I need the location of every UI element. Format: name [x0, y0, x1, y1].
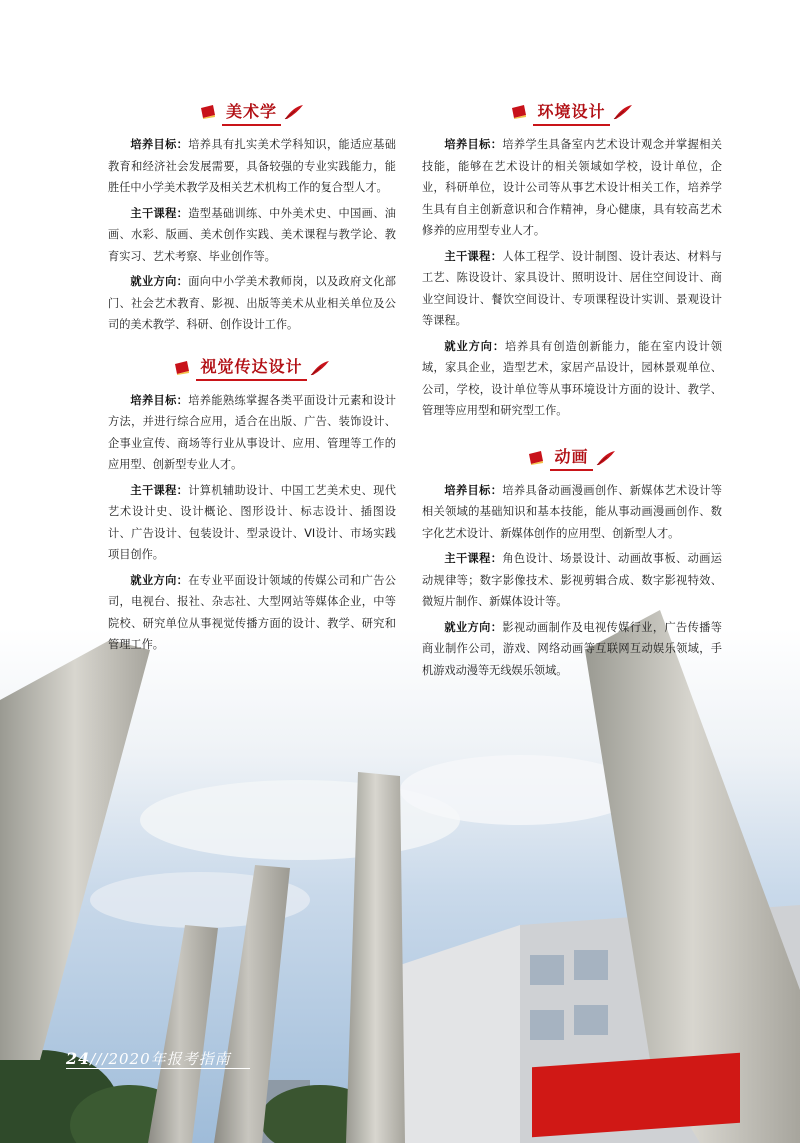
- career-direction: [108, 271, 396, 336]
- training-goal: [108, 134, 396, 199]
- section-heading: [108, 98, 396, 126]
- entry-text: 计算机辅助设计、中国工艺美术史、现代艺术设计史、设计概论、图形设计、标志设计、插图设计、广告设计、包装设计、型录设计、VI设计、市场实践项目创作。: [108, 483, 396, 561]
- entry-text: 在专业平面设计领域的传媒公司和广告公司，电视台、报社、杂志社、大型网站等媒体企业，中等院校、研究单位从事视觉传播方面的设计、教学、研究和管理工作。: [108, 573, 396, 651]
- section-title: 环境设计: [533, 99, 609, 126]
- section-shijue: [108, 354, 396, 656]
- entry-label: 就业方向：: [444, 339, 505, 353]
- career-direction: [108, 570, 396, 656]
- training-goal: [422, 134, 722, 242]
- entry-label: 主干课程：: [130, 483, 189, 497]
- entry-label: 就业方向：: [130, 275, 189, 288]
- entry-label: 主干课程：: [444, 249, 503, 263]
- page-number: 24: [66, 1049, 91, 1068]
- left-column: [108, 98, 396, 674]
- section-title: 美术学: [222, 99, 281, 126]
- book-icon: [173, 361, 191, 375]
- entry-text: 人体工程学、设计制图、设计表达、材料与工艺、陈设设计、家具设计、照明设计、居住空间设计、商业空间设计、餐饮空间设计、专项课程设计实训、景观设计等课程。: [422, 249, 722, 327]
- entry-text: 造型基础训练、中外美术史、中国画、油画、水彩、版画、美术创作实践、美术课程与教学论、教育实习、艺术考察、毕业创作等。: [108, 206, 396, 263]
- entry-text: 培养具有创造创新能力，能在室内设计领域，家具企业，造型艺术，家居产品设计，园林景观单位、公司，学校，设计单位等从事环境设计方面的设计、教学、管理等应用型和研究型工作。: [422, 339, 722, 417]
- section-meishu: [108, 98, 396, 336]
- section-title: 动画: [550, 444, 592, 471]
- book-icon: [199, 105, 217, 119]
- red-banner: [532, 1053, 740, 1138]
- entry-text: 影视动画制作及电视传媒行业，广告传播等商业制作公司，游戏、网络动画等互联网互动娱乐领域，手机游戏动漫等无线娱乐领域。: [422, 620, 722, 677]
- entry-label: 培养目标：: [130, 138, 189, 151]
- main-courses: [422, 246, 722, 332]
- quill-icon: [309, 359, 331, 377]
- entry-label: 就业方向：: [130, 573, 189, 587]
- section-title: 视觉传达设计: [196, 354, 306, 381]
- section-heading: [422, 444, 722, 472]
- section-huanjing: [422, 98, 722, 422]
- book-icon: [510, 105, 528, 119]
- entry-label: 培养目标：: [444, 138, 503, 151]
- quill-icon: [283, 103, 305, 121]
- entry-label: 主干课程：: [444, 552, 503, 565]
- page-footer: [66, 1048, 231, 1069]
- entry-text: 培养具备动画漫画创作、新媒体艺术设计等相关领域的基础知识和基本技能，能从事动画漫画创作、数字化艺术设计、新媒体创作的应用型、创新型人才。: [422, 483, 722, 540]
- footer-separator: ///: [90, 1050, 109, 1068]
- section-donghua: [422, 444, 722, 682]
- entry-text: 培养能熟练掌握各类平面设计元素和设计方法，并进行综合应用，适合在出版、广告、装饰设计、企事业宣传、商场等行业从事设计、应用、管理等工作的应用型、创新型专业人才。: [108, 393, 396, 471]
- entry-label: 培养目标：: [444, 483, 503, 497]
- right-column: [422, 98, 722, 699]
- entry-text: 培养学生具备室内艺术设计观念并掌握相关技能，能够在艺术设计的相关领域如学校，设计单位，企业，科研单位，设计公司等从事艺术设计相关工作，培养学生具有自主创新意识和合作精神，身心健康，具有较高艺术修养的应用型专业人才。: [422, 138, 722, 237]
- footer-title: 2020年报考指南: [108, 1050, 231, 1068]
- entry-text: 面向中小学美术教师岗，以及政府文化部门、社会艺术教育、影视、出版等美术从业相关单位及公司的美术教学、科研、创作设计工作。: [108, 275, 396, 331]
- entry-text: 角色设计、场景设计、动画故事板、动画运动规律等；数字影像技术、影视剪辑合成、数字影视特效、微短片制作、新媒体设计等。: [422, 552, 722, 608]
- book-icon: [527, 451, 545, 465]
- entry-label: 就业方向：: [444, 620, 503, 634]
- entry-label: 主干课程：: [130, 206, 189, 220]
- career-direction: [422, 617, 722, 682]
- entry-text: 培养具有扎实美术学科知识，能适应基础教育和经济社会发展需要，具备较强的专业实践能力，能胜任中小学美术教学及相关艺术机构工作的复合型人才。: [108, 138, 396, 194]
- main-courses: [108, 480, 396, 566]
- career-direction: [422, 336, 722, 422]
- training-goal: [422, 480, 722, 545]
- training-goal: [108, 390, 396, 476]
- entry-label: 培养目标：: [130, 393, 189, 407]
- section-heading: [108, 354, 396, 382]
- main-courses: [108, 203, 396, 268]
- quill-icon: [595, 449, 617, 467]
- footer-rule: [66, 1068, 250, 1069]
- quill-icon: [612, 103, 634, 121]
- main-courses: [422, 548, 722, 613]
- section-heading: [422, 98, 722, 126]
